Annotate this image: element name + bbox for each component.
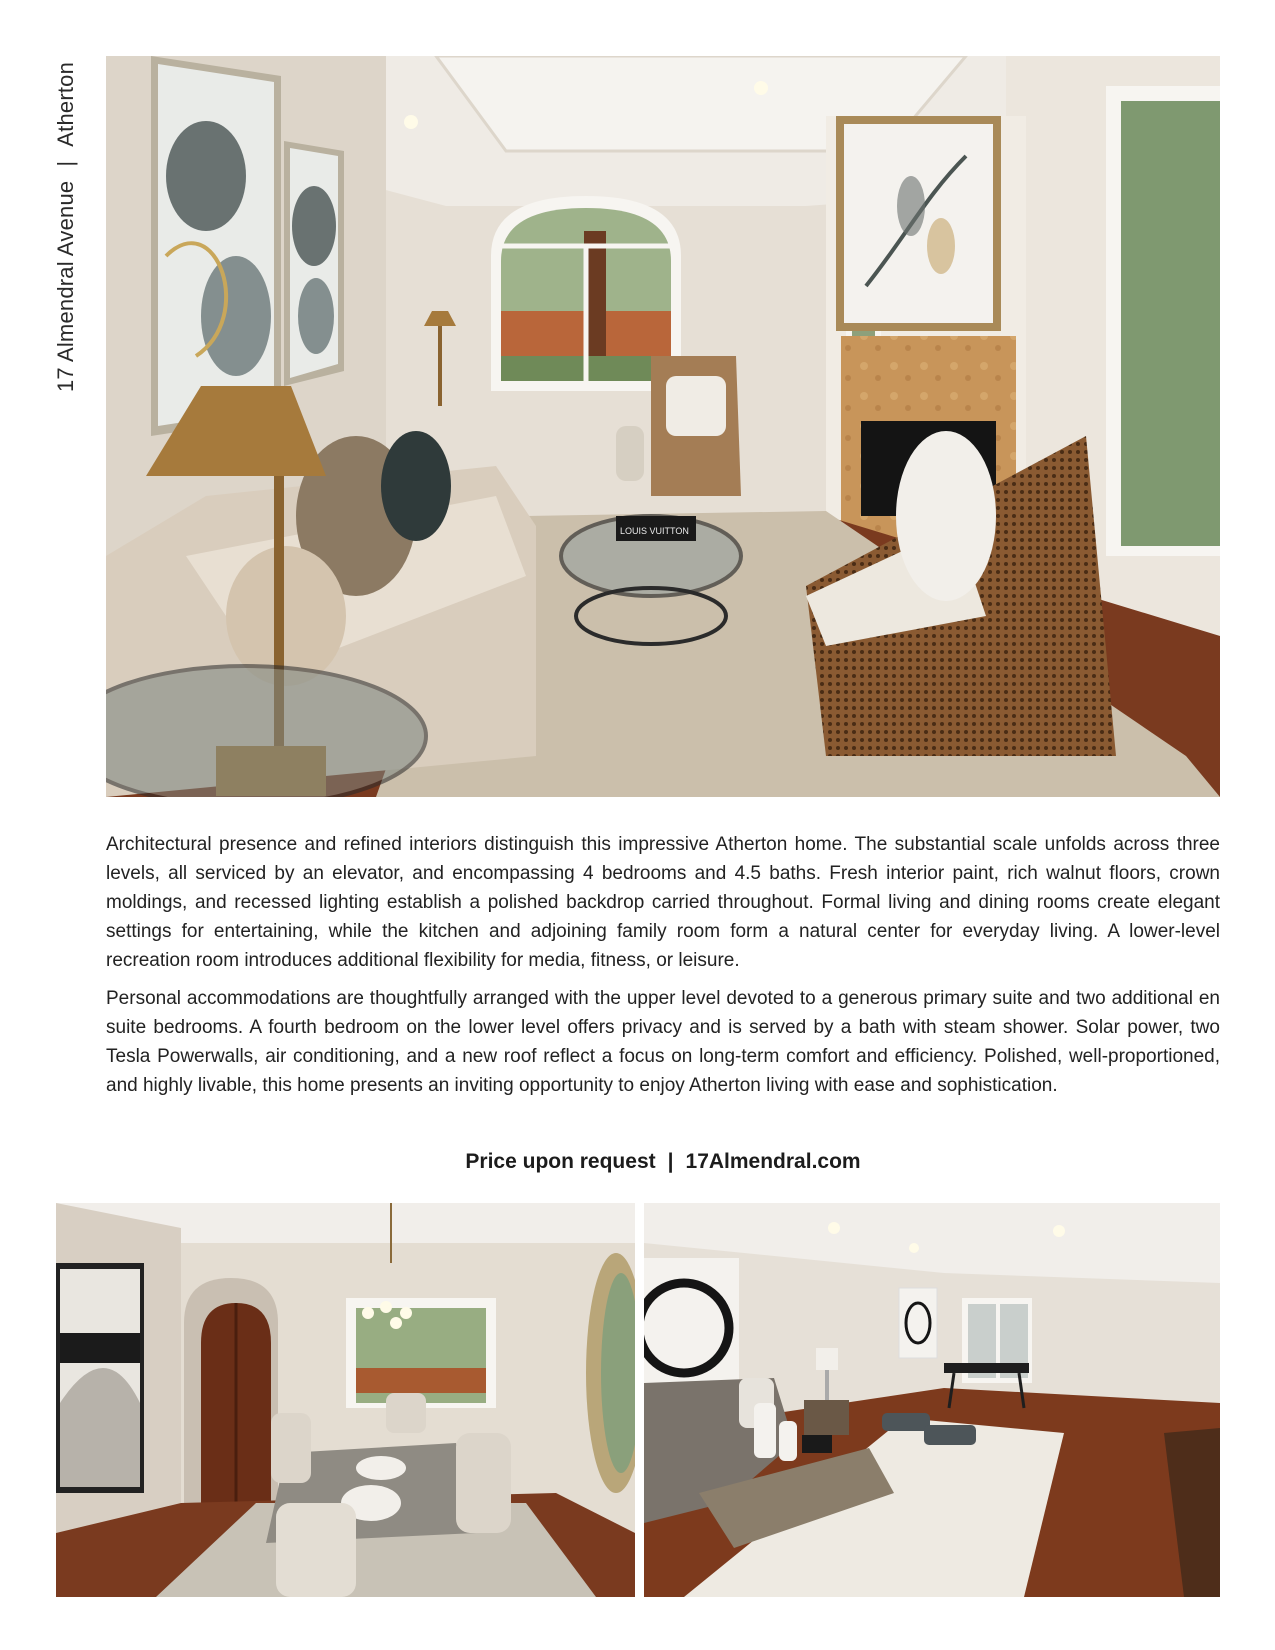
price-separator: | — [667, 1150, 674, 1173]
living-room-photo — [106, 56, 1220, 797]
dining-room-photo — [56, 1203, 635, 1597]
price-text: Price upon request — [465, 1150, 656, 1173]
city-text: Atherton — [53, 61, 78, 147]
description-paragraph-2: Personal accommodations are thoughtfully arranged with the upper level devoted to a generous primary suite and two additional en suite bedrooms. A fourth bedroom on the lower level offers privacy and is served by a bath with steam shower. Solar power, two Tesla Powerwalls, air conditioning, and a new roof reflect a focus on long-term comfort and efficiency. Polished, well-proportioned, and highly livable, this home presents an inviting opportunity to enjoy Atherton living with ease and sophistication. — [106, 988, 1220, 1096]
description-paragraph-1: Architectural presence and refined interiors distinguish this impressive Atherton home. The substantial scale unfolds across three levels, all serviced by an elevator, and encompassing 4 bedrooms and 4.5 baths. Fresh interior paint, rich walnut floors, crown moldings, and recessed lighting establish a polished backdrop carried throughout. Formal living and dining rooms create elegant settings for entertaining, while the kitchen and adjoining family room form a natural center for everyday living. A lower-level recreation room introduces additional flexibility for media, fitness, or leisure. — [106, 834, 1220, 971]
address-text: 17 Almendral Avenue — [53, 180, 78, 392]
price-and-website — [106, 1150, 1220, 1174]
family-room-photo — [644, 1203, 1220, 1597]
property-description — [106, 830, 1220, 1109]
side-address-label — [46, 52, 86, 392]
address-separator: | — [53, 160, 78, 167]
book-spine-text: LOUIS VUITTON — [620, 526, 689, 536]
website-link[interactable]: 17Almendral.com — [685, 1150, 861, 1173]
